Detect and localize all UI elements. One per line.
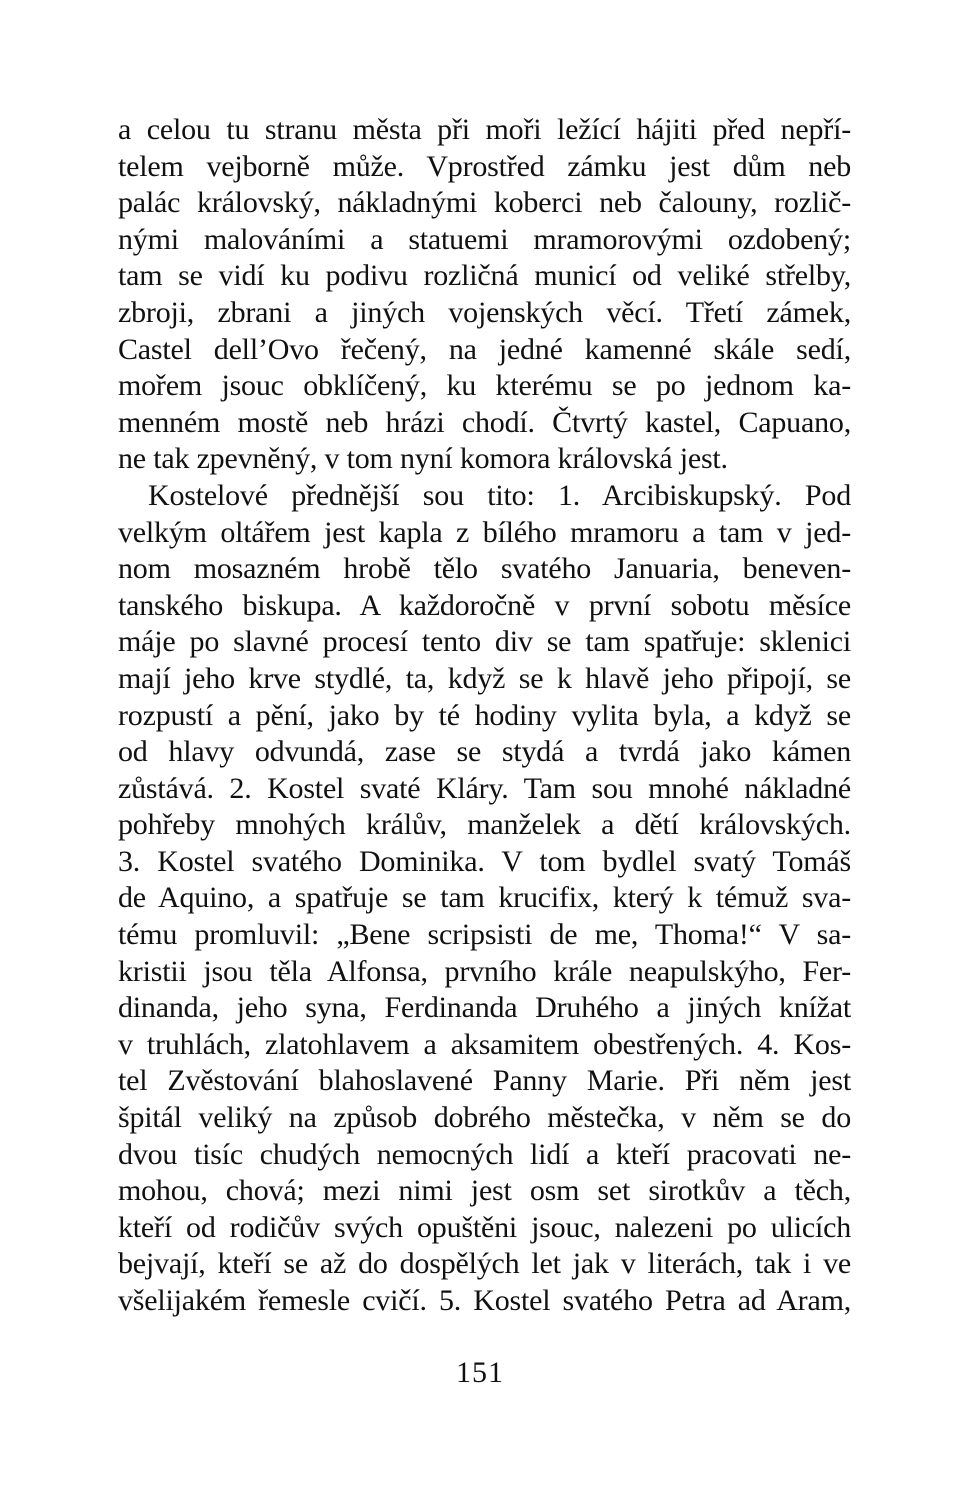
text-line: bejvají, kteří se až do dospělých let jak v literách, tak i ve [118, 1247, 851, 1281]
text-line: od hlavy odvundá, zase se stydá a tvrdá jako kámen [118, 735, 851, 769]
text-line: tanského biskupa. A každoročně v první sobotu měsíce [118, 588, 851, 622]
text-line: tému promluvil: „Bene scripsisti de me, Thoma!“ V sa- [118, 918, 851, 952]
text-line: a celou tu stranu města při moři ležící hájiti před nepří- [118, 113, 851, 146]
text-line: ne tak zpevněný, v tom nyní komora královská jest. [118, 442, 728, 476]
text-line: všelijakém řemesle cvičí. 5. Kostel svatého Petra ad Aram, [118, 1284, 851, 1317]
text-line: mohou, chová; mezi nimi jest osm set sirotkův a těch, [118, 1174, 851, 1208]
text-line: pohřeby mnohých králův, manželek a dětí královských. [118, 808, 851, 842]
page-number: 151 [456, 1356, 504, 1389]
text-line: tel Zvěstování blahoslavené Panny Marie. Při něm jest [118, 1064, 851, 1098]
text-line: kteří od rodičův svých opuštěni jsouc, nalezeni po ulicích [118, 1210, 851, 1244]
text-line: 3. Kostel svatého Dominika. V tom bydlel svatý Tomáš [118, 844, 851, 878]
text-line: zbroji, zbrani a jiných vojenských věcí. Třetí zámek, [118, 295, 851, 329]
text-line: mají jeho krve stydlé, ta, když se k hlavě jeho připojí, se [118, 661, 851, 695]
text-line: máje po slavné procesí tento div se tam spatřuje: sklenici [118, 625, 851, 659]
text-line: kristii jsou těla Alfonsa, prvního krále neapulskýho, Fer- [118, 954, 851, 988]
text-line: Kostelové přednější sou tito: 1. Arcibiskupský. Pod [148, 478, 851, 512]
text-line: de Aquino, a spatřuje se tam krucifix, který k témuž sva- [118, 881, 851, 915]
text-line: dvou tisíc chudých nemocných lidí a kteří pracovati ne- [118, 1137, 851, 1171]
text-line: Castel dell’Ovo řečený, na jedné kamenné skále sedí, [118, 332, 851, 366]
text-line: nom mosazném hrobě tělo svatého Januaria, beneven- [118, 552, 851, 586]
text-line: špitál veliký na způsob dobrého městečka, v něm se do [118, 1101, 851, 1135]
text-line: palác královský, nákladnými koberci neb čalouny, rozlič- [118, 186, 851, 220]
text-line: zůstává. 2. Kostel svaté Kláry. Tam sou mnohé nákladné [118, 771, 851, 805]
body-text [118, 112, 851, 1320]
text-line: velkým oltářem jest kapla z bílého mramoru a tam v jed- [118, 515, 851, 549]
text-line: menném mostě neb hrázi chodí. Čtvrtý kastel, Capuano, [118, 405, 851, 439]
text-line: dinanda, jeho syna, Ferdinanda Druhého a jiných knížat [118, 991, 851, 1025]
text-line: mořem jsouc obklíčený, ku kterému se po jednom ka- [118, 369, 851, 403]
text-line: telem vejborně může. Vprostřed zámku jest dům neb [118, 149, 851, 183]
text-line: rozpustí a pění, jako by té hodiny vylita byla, a když se [118, 698, 851, 732]
text-line: v truhlách, zlatohlavem a aksamitem obestřených. 4. Kos- [118, 1027, 851, 1061]
text-line: nými malováními a statuemi mramorovými ozdobený; [118, 222, 851, 256]
text-line: tam se vidí ku podivu rozličná municí od veliké střelby, [118, 259, 851, 293]
